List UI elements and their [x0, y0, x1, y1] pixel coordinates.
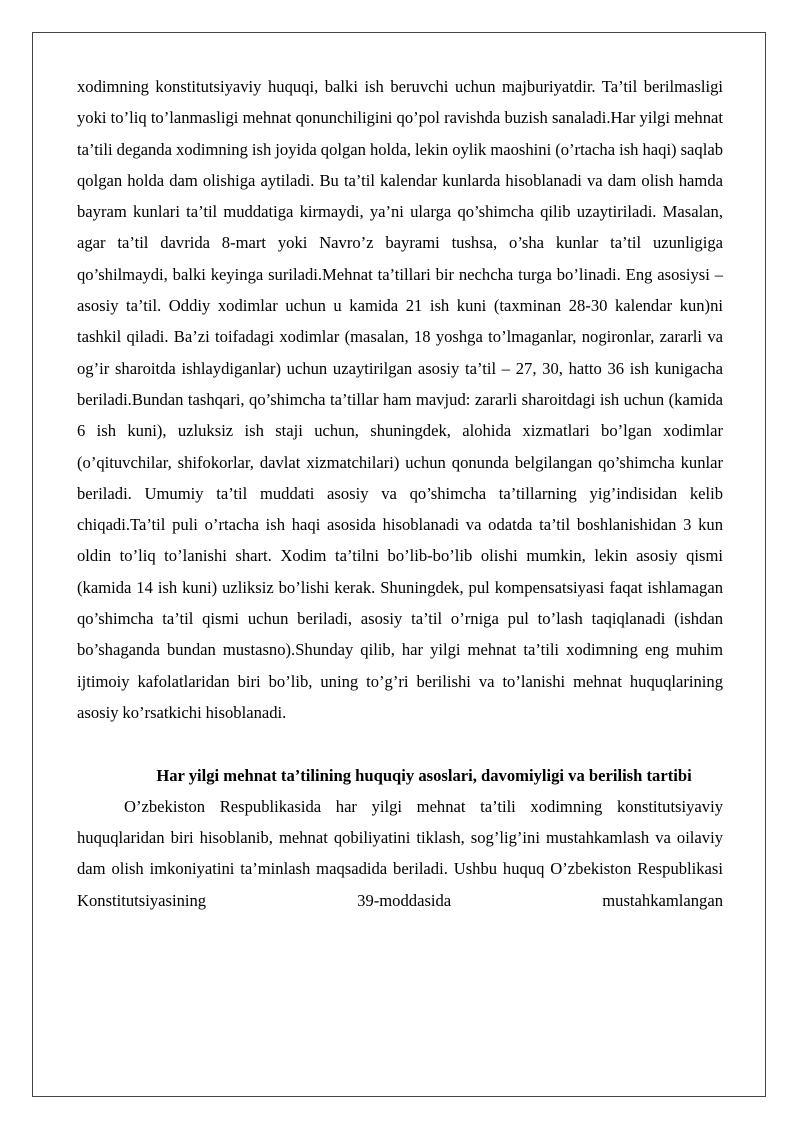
section-heading: Har yilgi mehnat ta’tilining huquqiy asoslari, davomiyligi va berilish tartibi	[156, 765, 692, 785]
section-paragraph: O’zbekiston Respublikasida har yilgi mehnat ta’tili xodimning konstitutsiyaviy huquqlaridan biri hisoblanib, mehnat qobiliyatini tiklash, sog’lig’ini mustahkamlash va oilaviy dam olish imkoniyatini ta’minlash maqsadida beriladi. Ushbu huquq O’zbekiston Respublikasi Konstitutsiyasining 39-moddasida mustahkamlangan	[77, 796, 723, 910]
document-body	[77, 71, 723, 916]
body-paragraph: xodimning konstitutsiyaviy huquqi, balki ish beruvchi uchun majburiyatdir. Ta’til berilmasligi yoki to’liq to’lanmasligi mehnat qonunchiligini qo’pol ravishda buzish sanaladi.Har yilgi mehnat ta’tili deganda xodimning ish joyida qolgan holda, lekin oylik maoshini (o’rtacha ish haqi) saqlab qolgan holda dam olishiga aytiladi. Bu ta’til kalendar kunlarda hisoblanadi va dam olish hamda bayram kunlari ta’til muddatiga kirmaydi, ya’ni ularga qo’shimcha qilib uzaytiriladi. Masalan, agar ta’til davrida 8-mart yoki Navro’z bayrami tushsa, o’sha kunlar ta’til uzunligiga qo’shilmaydi, balki keyinga suriladi.Mehnat ta’tillari bir nechcha turga bo’linadi. Eng asosiysi – asosiy ta’til. Oddiy xodimlar uchun u kamida 21 ish kuni (taxminan 28-30 kalendar kun)ni tashkil qiladi. Ba’zi toifadagi xodimlar (masalan, 18 yoshga to’lmaganlar, nogironlar, zararli va og’ir sharoitda ishlaydiganlar) uchun uzaytirilgan asosiy ta’til – 27, 30, hatto 36 ish kunigacha beriladi.Bundan tashqari, qo’shimcha ta’tillar ham mavjud: zararli sharoitdagi ish uchun (kamida 6 ish kuni), uzluksiz ish staji uchun, shuningdek, alohida xizmatlari bo’lgan xodimlar (o’qituvchilar, shifokorlar, davlat xizmatchilari) uchun qonunda belgilangan qo’shimcha kunlar beriladi. Umumiy ta’til muddati asosiy va qo’shimcha ta’tillarning yig’indisidan kelib chiqadi.Ta’til puli o’rtacha ish haqi asosida hisoblanadi va odatda ta’til boshlanishidan 3 kun oldin to’liq to’lanishi shart. Xodim ta’tilni bo’lib-bo’lib olishi mumkin, lekin asosiy qismi (kamida 14 ish kuni) uzliksiz bo’lishi kerak. Shuningdek, pul kompensatsiyasi faqat ishlamagan qo’shimcha ta’til qismi uchun beriladi, asosiy ta’til o’rniga pul to’lash taqiqlanadi (ishdan bo’shaganda bundan mustasno).Shunday qilib, har yilgi mehnat ta’tili xodimning eng muhim ijtimoiy kafolatlaridan biri bo’lib, uning to’g’ri berilishi va to’lanishi mehnat huquqlarining asosiy ko’rsatkichi hisoblanadi.	[77, 77, 723, 722]
paragraph-spacer	[77, 728, 723, 759]
